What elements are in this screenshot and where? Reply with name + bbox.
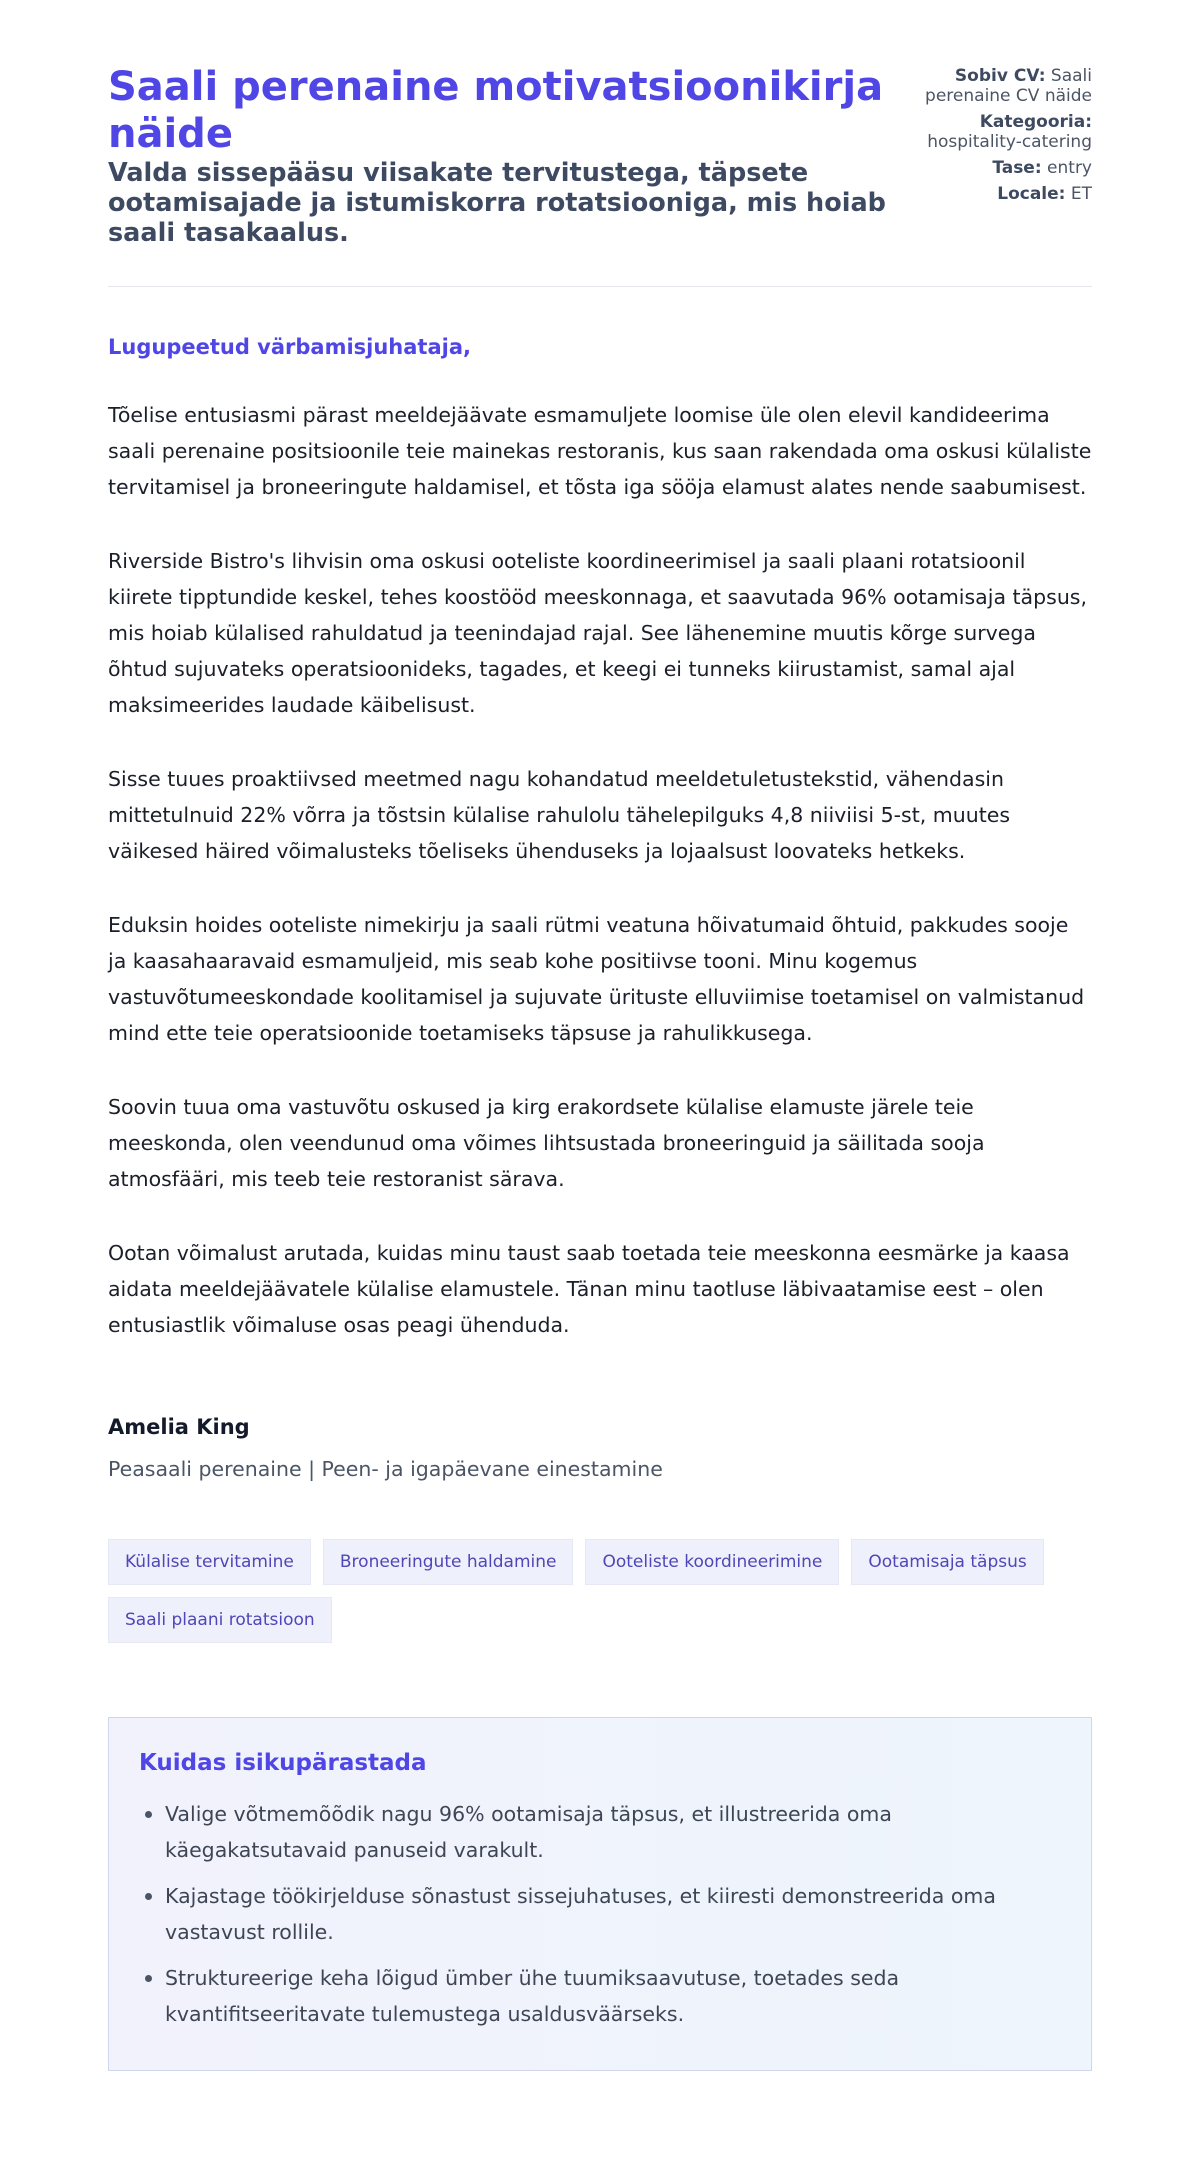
tips-list xyxy=(139,1796,1061,2032)
letter-body xyxy=(108,287,1092,1343)
skill-tag: Ootamisaja täpsus xyxy=(851,1539,1043,1585)
header xyxy=(108,0,1092,287)
letter-paragraph: Riverside Bistro's lihvisin oma oskusi ooteliste koordineerimisel ja saali plaani rotatsioonil kiirete tipptundide keskel, tehes koostööd meeskonnaga, et saavutada 96% ootamisaja täpsus, mis hoiab külalised rahuldatud ja teenindajad rajal. See lähenemine muutis kõrge survega õhtud sujuvateks operatsioonideks, tagades, et keegi ei tunneks kiirustamist, samal ajal maksimeerides laudade käibelisust. xyxy=(108,549,1088,717)
title-block xyxy=(108,64,908,248)
meta-row-locale xyxy=(892,184,1092,204)
meta-value: entry xyxy=(1047,158,1092,178)
letter-paragraph: Eduksin hoides ooteliste nimekirju ja saali rütmi veatuna hõivatumaid õhtuid, pakkudes sooje ja kaasahaaravaid esmamuljeid, mis seab kohe positiivse tooni. Minu kogemus vastuvõtumeeskondade koolitamisel ja sujuvate ürituste elluviimise toetamisel on valmistanud mind ette teie operatsioonide toetamiseks täpsuse ja rahulikkusega. xyxy=(108,913,1085,1045)
tip-item: Valige võtmemõõdik nagu 96% ootamisaja täpsus, et illustreerida oma käegakatsutavaid panuseid varakult. xyxy=(165,1796,1061,1868)
signature xyxy=(108,1381,1092,1483)
skill-tag: Saali plaani rotatsioon xyxy=(108,1597,332,1643)
salutation: Lugupeetud värbamisjuhataja, xyxy=(108,335,471,359)
signature-role: Peasaali perenaine | Peen- ja igapäevane einestamine xyxy=(108,1457,663,1481)
skill-tags xyxy=(108,1539,1092,1643)
meta-label: Kategooria: xyxy=(979,112,1092,132)
meta-value: ET xyxy=(1070,184,1092,204)
skill-tag: Ooteliste koordineerimine xyxy=(585,1539,839,1585)
page-subtitle: Valda sissepääsu viisakate tervitustega, täpsete ootamisajade ja istumiskorra rotatsiooniga, mis hoiab saali tasakaalus. xyxy=(108,158,886,248)
tips-title: Kuidas isikupärastada xyxy=(139,1750,427,1776)
letter-paragraph: Tõelise entusiasmi pärast meeldejäävate esmamuljete loomise üle olen elevil kandideerima saali perenaine positsioonile teie mainekas restoranis, kus saan rakendada oma oskusi külaliste tervitamisel ja broneeringute haldamisel, et tõsta iga sööja elamust alates nende saabumisest. xyxy=(108,403,1092,499)
meta-panel xyxy=(892,66,1092,210)
meta-row-resume xyxy=(892,66,1092,106)
letter-paragraph: Sisse tuues proaktiivsed meetmed nagu kohandatud meeldetuletustekstid, vähendasin mittetulnuid 22% võrra ja tõstsin külalise rahulolu tähelepilguks 4,8 niiviisi 5-st, muutes väikesed häired võimalusteks tõeliseks ühenduseks ja lojaalsust loovateks hetkeks. xyxy=(108,767,1011,863)
meta-label: Sobiv CV: xyxy=(954,66,1046,86)
meta-label: Locale: xyxy=(997,184,1066,204)
document xyxy=(108,0,1092,2071)
signature-name: Amelia King xyxy=(108,1415,250,1439)
letter-paragraph: Ootan võimalust arutada, kuidas minu taust saab toetada teie meeskonna eesmärke ja kaasa aidata meeldejäävatele külalise elamustele. Tänan minu taotluse läbivaatamise eest – olen entusiastlik võimaluse osas peagi ühenduda. xyxy=(108,1241,1070,1337)
meta-label: Tase: xyxy=(992,158,1042,178)
meta-value: hospitality-catering xyxy=(927,132,1092,152)
tip-item: Kajastage töökirjelduse sõnastust sissejuhatuses, et kiiresti demonstreerida oma vastavust rollile. xyxy=(165,1878,1061,1950)
letter-paragraph: Soovin tuua oma vastuvõtu oskused ja kirg erakordsete külalise elamuste järele teie meeskonda, olen veendunud oma võimes lihtsustada broneeringuid ja säilitada sooja atmosfääri, mis teeb teie restoranist särava. xyxy=(108,1095,985,1191)
personalization-tips xyxy=(108,1717,1092,2071)
skill-tag: Broneeringute haldamine xyxy=(323,1539,574,1585)
skill-tag: Külalise tervitamine xyxy=(108,1539,311,1585)
meta-value: Saali perenaine CV näide xyxy=(925,66,1092,106)
meta-row-level xyxy=(892,158,1092,178)
meta-row-category xyxy=(892,112,1092,152)
page-title: Saali perenaine motivatsioonikirja näide xyxy=(108,64,884,157)
tip-item: Struktureerige keha lõigud ümber ühe tuumiksaavutuse, toetades seda kvantifitseeritavate tulemustega usaldusväärseks. xyxy=(165,1960,1061,2032)
